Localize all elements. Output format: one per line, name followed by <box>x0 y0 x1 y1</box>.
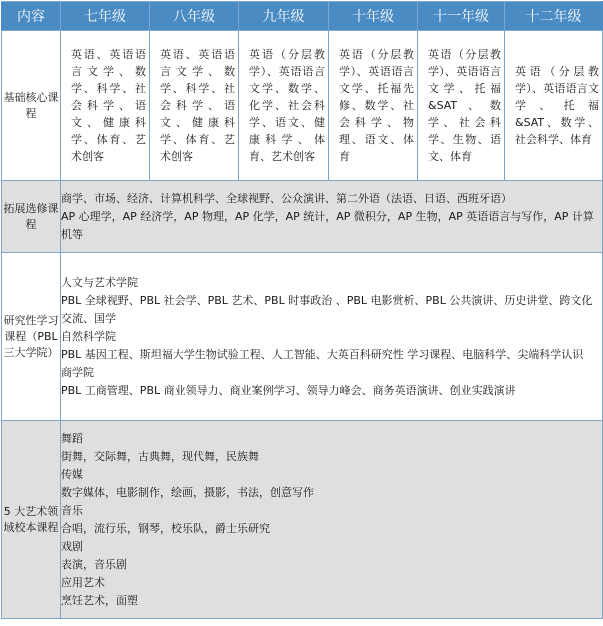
extension-electives-row <box>2 181 603 253</box>
research-college-title: 人文与艺术学院 <box>61 275 138 289</box>
arts-course-list: 表演，音乐剧 <box>61 557 127 571</box>
research-courses-label: 研究性学习课程（PBL 三大学院） <box>2 253 61 421</box>
header-grade-9: 九年级 <box>239 2 329 31</box>
arts-course-list: 数字媒体，电影制作，绘画，摄影，书法，创意写作 <box>61 485 314 499</box>
header-grade-11: 十一年级 <box>418 2 505 31</box>
research-college-title: 商学院 <box>61 365 94 379</box>
core-courses-label: 基础核心课程 <box>2 31 61 181</box>
core-courses-row <box>2 31 603 181</box>
arts-course-list: 合唱，流行乐，钢琴，校乐队，爵士乐研究 <box>61 521 270 535</box>
header-row <box>2 2 603 31</box>
arts-course-list: 烹饪艺术，面塑 <box>61 593 138 607</box>
extension-electives-content <box>61 181 603 253</box>
core-grade-9-cell: 英语（分层教学）、英语语言文学、数学、化学、社会科学、语文、健康科学、体育、艺术创客 <box>239 31 329 181</box>
research-course-list: PBL 基因工程、斯坦福大学生物试验工程、人工智能、大英百科研究性 学习课程、电脑科学、尖端科学认识 <box>61 347 584 361</box>
arts-courses-label: 5 大艺术领域校本课程 <box>2 421 61 619</box>
arts-domain-title: 音乐 <box>61 503 83 517</box>
core-grade-7-cell: 英语、英语语言文学、数学、科学、社会科学、语文、健康科学、体育、艺术创客 <box>61 31 150 181</box>
curriculum-table <box>1 1 603 619</box>
core-grade-12-cell: 英语（分层教学）、英语语言文学、托福&SAT、数学、社会科学、体育 <box>505 31 603 181</box>
arts-domain-title: 舞蹈 <box>61 431 83 445</box>
extension-electives-label: 拓展选修课程 <box>2 181 61 253</box>
core-grade-8-cell: 英语、英语语言文学、数学、科学、社会科学、语文、健康科学、体育、艺术创客 <box>150 31 239 181</box>
core-grade-10-cell: 英语（分层教学）、英语语言文学、托福先修、数学、社会科学、物理、语文、体育 <box>329 31 418 181</box>
research-course-list: PBL 全球视野、PBL 社会学、PBL 艺术、PBL 时事政治 、PBL 电影赏析、PBL 公共演讲、历史讲堂、跨文化交流、国学 <box>61 293 593 325</box>
arts-courses-row <box>2 421 603 619</box>
research-courses-row <box>2 253 603 421</box>
header-grade-8: 八年级 <box>150 2 239 31</box>
arts-domain-title: 应用艺术 <box>61 575 105 589</box>
arts-course-list: 街舞，交际舞，古典舞，现代舞，民族舞 <box>61 449 259 463</box>
research-courses-content <box>61 253 603 421</box>
core-grade-11-cell: 英语（分层教学）、英语语言文学、托福&SAT、数学、社会科学、生物、语文、体育 <box>418 31 505 181</box>
extension-line: 商学、市场、经济、计算机科学、全球视野、公众演讲、第二外语（法语、日语、西班牙语） <box>61 191 512 205</box>
research-course-list: PBL 工商管理、PBL 商业领导力、商业案例学习、领导力峰会、商务英语演讲、创业实践演讲 <box>61 383 516 397</box>
arts-domain-title: 戏剧 <box>61 539 83 553</box>
arts-courses-content <box>61 421 603 619</box>
header-grade-10: 十年级 <box>329 2 418 31</box>
arts-domain-title: 传媒 <box>61 467 83 481</box>
research-college-title: 自然科学院 <box>61 329 116 343</box>
extension-line: AP 心理学，AP 经济学，AP 物理，AP 化学，AP 统计，AP 微积分，AP 生物，AP 英语语言与写作，AP 计算机等 <box>61 209 594 241</box>
header-corner: 内容 <box>2 2 61 31</box>
header-grade-12: 十二年级 <box>505 2 603 31</box>
header-grade-7: 七年级 <box>61 2 150 31</box>
